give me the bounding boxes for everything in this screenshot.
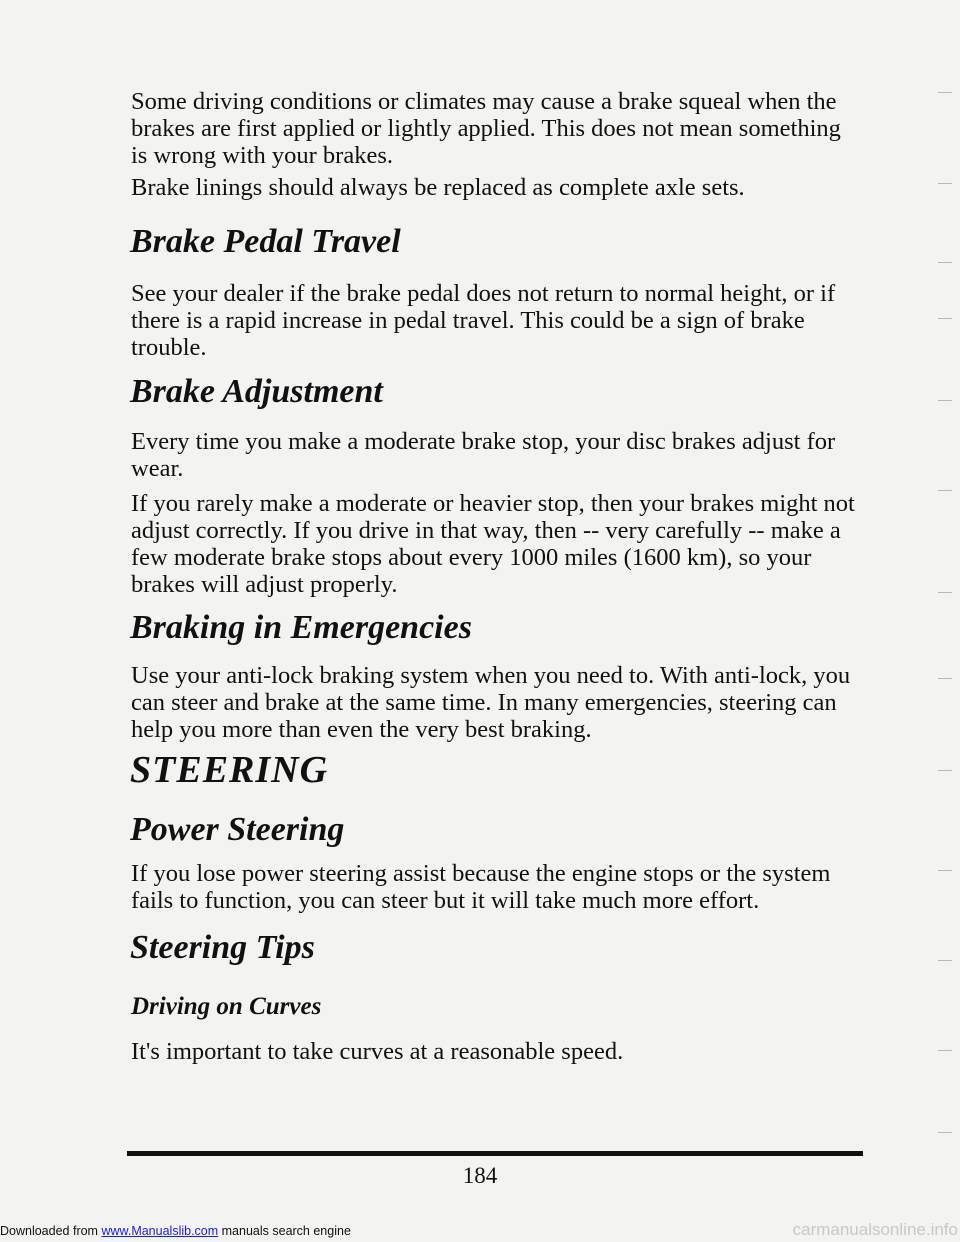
heading-brake-adjustment: Brake Adjustment	[130, 373, 383, 410]
heading-steering-tips: Steering Tips	[130, 929, 315, 966]
section-title-steering: STEERING	[130, 749, 329, 791]
page-number: 184	[462, 1163, 498, 1188]
heading-power-steering: Power Steering	[130, 811, 345, 848]
margin-tick	[938, 318, 952, 319]
manualslib-link[interactable]: www.Manualslib.com	[101, 1224, 219, 1238]
margin-tick	[938, 1050, 952, 1051]
paragraph-brake-adjustment: Every time you make a moderate brake stop, your disc brakes adjust for wear.	[131, 428, 836, 482]
paragraph-brake-pedal-travel: See your dealer if the brake pedal does not return to normal height, or if there is a rapid increase in pedal travel. This could be a sign of brake trouble.	[131, 280, 836, 361]
paragraph-rare-stops: If you rarely make a moderate or heavier stop, then your brakes might not adjust correctly. If you drive in that way, then -- very carefully -- make a few moderate brake stops about every 1000 miles (1600 km), so your brakes will adjust properly.	[131, 490, 855, 598]
footer-rule	[127, 1151, 863, 1156]
margin-tick	[938, 1132, 952, 1133]
margin-tick	[938, 400, 952, 401]
subheading-driving-on-curves: Driving on Curves	[131, 993, 322, 1020]
paragraph-brake-linings: Brake linings should always be replaced as complete axle sets.	[131, 174, 745, 201]
margin-tick	[938, 960, 952, 961]
footer-prefix: Downloaded from	[0, 1224, 102, 1238]
heading-brake-pedal-travel: Brake Pedal Travel	[130, 223, 401, 260]
paragraph-brake-squeal: Some driving conditions or climates may cause a brake squeal when the brakes are first applied or lightly applied. This does not mean something is wrong with your brakes.	[131, 88, 841, 169]
margin-tick	[938, 678, 952, 679]
margin-tick	[938, 262, 952, 263]
heading-braking-in-emergencies: Braking in Emergencies	[130, 609, 472, 646]
download-footer	[0, 1222, 351, 1240]
margin-tick	[938, 490, 952, 491]
margin-tick	[938, 770, 952, 771]
paragraph-power-steering: If you lose power steering assist because the engine stops or the system fails to function, you can steer but it will take much more effort.	[131, 860, 831, 914]
margin-tick	[938, 183, 952, 184]
watermark: carmanualsonline.info	[792, 1220, 958, 1239]
paragraph-curves: It's important to take curves at a reasonable speed.	[131, 1038, 624, 1065]
margin-tick	[938, 870, 952, 871]
footer-suffix: manuals search engine	[218, 1224, 351, 1238]
margin-tick	[938, 592, 952, 593]
paragraph-anti-lock: Use your anti-lock braking system when you need to. With anti-lock, you can steer and brake at the same time. In many emergencies, steering can help you more than even the very best braking.	[131, 662, 851, 743]
margin-tick	[938, 92, 952, 93]
